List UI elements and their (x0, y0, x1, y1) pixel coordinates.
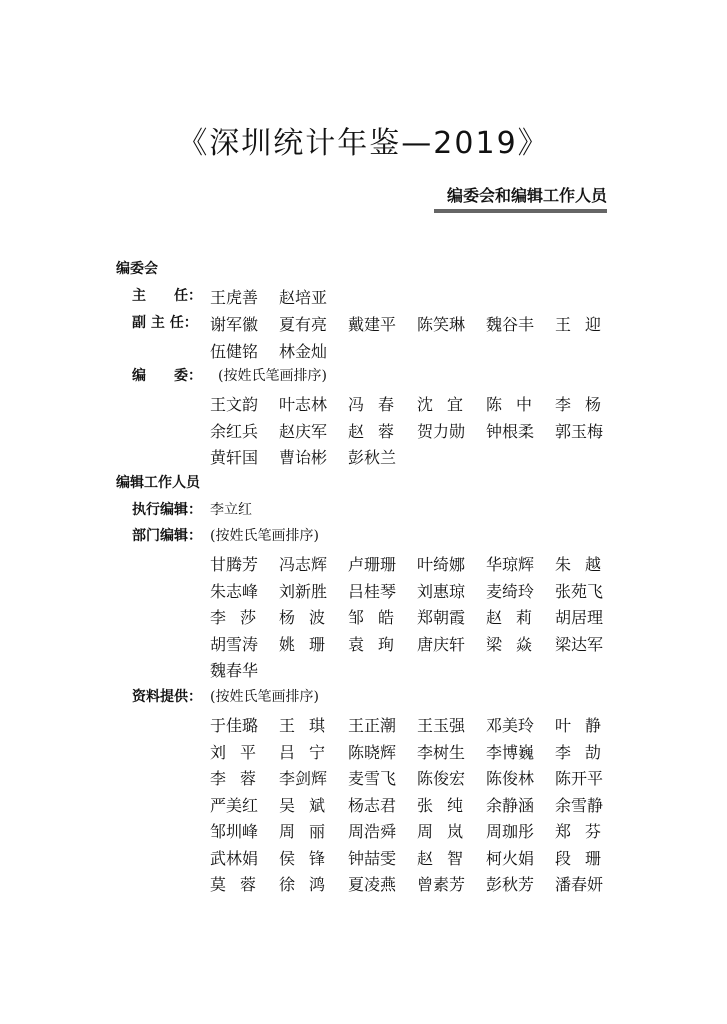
person-name: 吕桂琴 (348, 581, 397, 601)
members-row (0, 365, 727, 391)
person-name: 杨志君 (348, 795, 397, 815)
data-providers-note: (按姓氏笔画排序) (210, 689, 319, 705)
dept-editors-note: (按姓氏笔画排序) (210, 528, 319, 544)
person-name: 夏凌燕 (348, 875, 397, 894)
person-name: 魏春华 (210, 661, 259, 680)
person-name: 叶志林 (279, 395, 328, 414)
editing-staff-heading: 编辑工作人员 (116, 475, 200, 491)
person-name: 刘惠琼 (417, 581, 466, 601)
person-name: 周丽 (279, 822, 325, 841)
person-name: 王琪 (279, 716, 325, 735)
person-name: 陈俊林 (486, 769, 535, 788)
person-name: 周岚 (417, 822, 463, 841)
person-name: 曾素芳 (417, 875, 466, 894)
person-name: 莫蓉 (210, 875, 256, 894)
directors-label: 主 任： (132, 288, 202, 304)
exec-editor-name: 李立红 (210, 502, 252, 518)
person-name: 叶绮娜 (417, 555, 466, 574)
person-name: 魏谷丰 (486, 315, 535, 334)
person-name: 赵莉 (486, 608, 532, 627)
person-name: 余红兵 (210, 421, 259, 441)
person-name: 侯锋 (279, 848, 325, 868)
person-name: 黄轩国 (210, 448, 259, 467)
person-name: 郑芬 (555, 822, 601, 841)
person-name: 陈中 (486, 395, 532, 414)
person-name: 华琼辉 (486, 555, 535, 574)
person-name: 钟根柔 (486, 421, 535, 441)
exec-editor-row (0, 499, 727, 525)
person-name: 郑朝霞 (417, 608, 466, 627)
person-name: 伍健铭 (210, 342, 259, 361)
person-name: 陈俊宏 (417, 769, 466, 788)
person-name: 吕宁 (279, 742, 325, 762)
members-label: 编 委： (132, 368, 202, 384)
person-name: 郭玉梅 (555, 421, 604, 441)
person-name: 李博巍 (486, 742, 535, 762)
person-name: 邹圳峰 (210, 822, 259, 841)
person-name: 邹皓 (348, 608, 394, 627)
person-name: 严美红 (210, 795, 259, 815)
person-name: 朱志峰 (210, 581, 259, 601)
person-name: 麦雪飞 (348, 769, 397, 788)
person-name: 张苑飞 (555, 581, 604, 601)
person-name: 李蓉 (210, 769, 256, 788)
person-name: 彭秋兰 (348, 448, 397, 467)
person-name: 陈开平 (555, 769, 604, 788)
person-name: 林金灿 (279, 342, 328, 361)
person-name: 余雪静 (555, 795, 604, 815)
person-name: 彭秋芳 (486, 875, 535, 894)
person-name: 贺力勋 (417, 421, 466, 441)
person-name: 赵培亚 (279, 288, 328, 307)
person-name: 朱越 (555, 555, 601, 574)
person-name: 邓美玲 (486, 716, 535, 735)
person-name: 钟喆雯 (348, 848, 397, 868)
person-name: 夏有亮 (279, 315, 328, 334)
person-name: 周浩舜 (348, 822, 397, 841)
data-providers-label: 资料提供： (132, 689, 202, 705)
person-name: 梁焱 (486, 634, 532, 654)
directors-row (0, 285, 727, 311)
person-name: 沈宜 (417, 395, 463, 414)
person-name: 陈晓辉 (348, 742, 397, 762)
person-name: 王虎善 (210, 288, 259, 307)
person-name: 李剑辉 (279, 769, 328, 788)
person-name: 李树生 (417, 742, 466, 762)
person-name: 王正潮 (348, 716, 397, 735)
person-name: 周珈彤 (486, 822, 535, 841)
person-name: 戴建平 (348, 315, 397, 334)
person-name: 刘新胜 (279, 581, 328, 601)
person-name: 姚珊 (279, 634, 325, 654)
person-name: 卢珊珊 (348, 555, 397, 574)
person-name: 陈笑琳 (417, 315, 466, 334)
person-name: 袁珣 (348, 634, 394, 654)
exec-editor-label: 执行编辑： (132, 502, 202, 518)
person-name: 杨波 (279, 608, 325, 627)
person-name: 胡居理 (555, 608, 604, 627)
person-name: 张纯 (417, 795, 463, 815)
person-name: 唐庆轩 (417, 634, 466, 654)
person-name: 赵庆军 (279, 421, 328, 441)
data-providers-row (0, 686, 727, 712)
person-name: 武林娟 (210, 848, 259, 868)
dept-editors-label: 部门编辑： (132, 528, 202, 544)
person-name: 麦绮玲 (486, 581, 535, 601)
person-name: 李劼 (555, 742, 601, 762)
person-name: 冯志辉 (279, 555, 328, 574)
person-name: 王迎 (555, 315, 601, 334)
person-name: 徐鸿 (279, 875, 325, 894)
person-name: 于佳璐 (210, 716, 259, 735)
person-name: 余静涵 (486, 795, 535, 815)
person-name: 柯火娟 (486, 848, 535, 868)
person-name: 赵智 (417, 848, 463, 868)
person-name: 曹诒彬 (279, 448, 328, 467)
person-name: 段珊 (555, 848, 601, 868)
person-name: 赵蓉 (348, 421, 394, 441)
committee-heading: 编委会 (116, 261, 158, 277)
members-note: (按姓氏笔画排序) (218, 368, 327, 384)
deputies-label: 副 主 任： (132, 315, 198, 331)
page-title: 《深圳统计年鉴—2019》 (177, 126, 550, 161)
person-name: 李杨 (555, 395, 601, 414)
person-name: 吴斌 (279, 795, 325, 815)
person-name: 叶静 (555, 716, 601, 735)
person-name: 冯春 (348, 395, 394, 414)
person-name: 谢军徽 (210, 315, 259, 334)
person-name: 胡雪涛 (210, 634, 259, 654)
dept-editors-row (0, 525, 727, 551)
person-name: 李莎 (210, 608, 256, 627)
section-subtitle: 编委会和编辑工作人员 (446, 186, 607, 205)
person-name: 潘春妍 (555, 875, 604, 894)
person-name: 刘平 (210, 742, 256, 762)
person-name: 王文韵 (210, 395, 259, 414)
person-name: 甘腾芳 (210, 555, 259, 574)
person-name: 梁达军 (555, 634, 604, 654)
person-name: 王玉强 (417, 716, 466, 735)
